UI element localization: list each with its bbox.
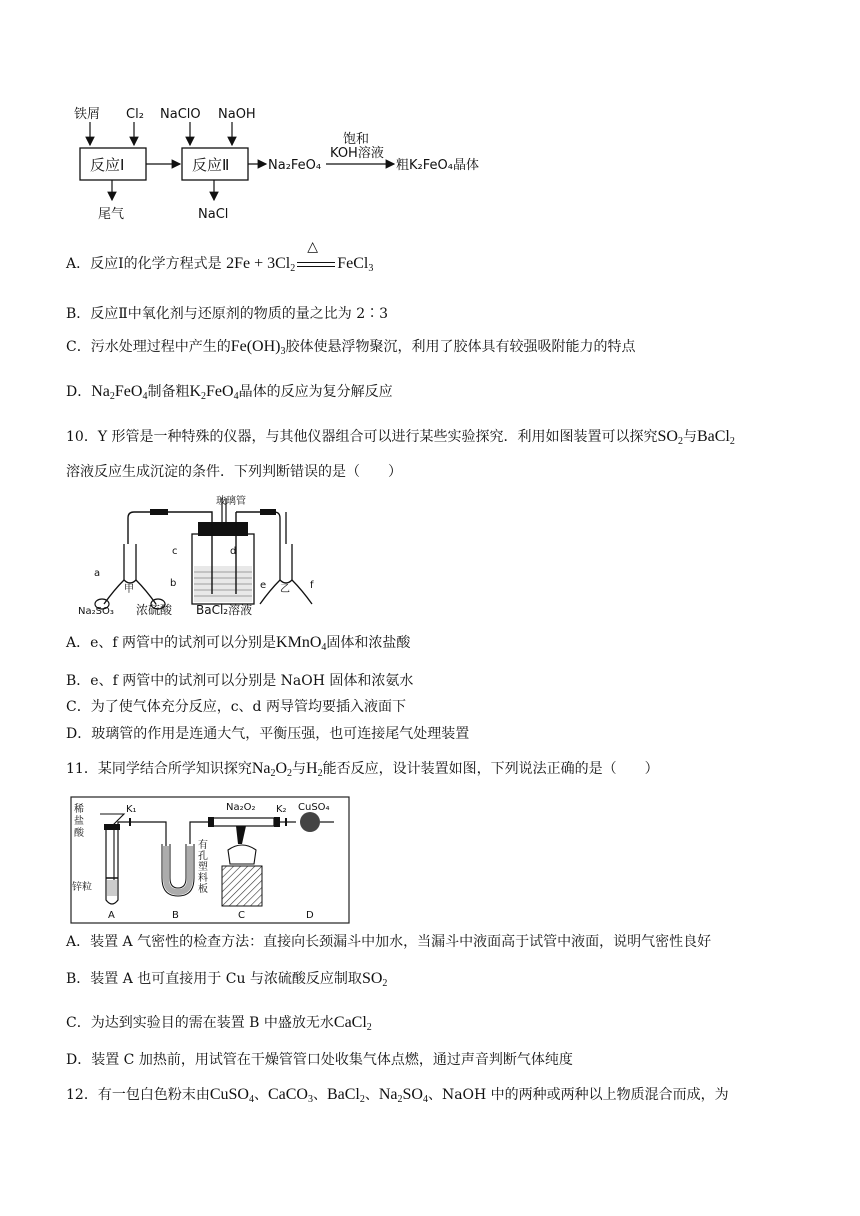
q11-stem-prefix: 11．某同学结合所学知识探究: [66, 761, 252, 777]
q12-f4b: SO: [402, 1086, 423, 1103]
q9-a-right: FeCl: [337, 255, 369, 272]
q12-f1s: 4: [248, 1094, 254, 1105]
fig11-label-b: B: [172, 910, 179, 921]
fig11-plate-3: 塑: [198, 862, 208, 873]
q10-option-b: B．e、f 两管中的试剂可以分别是 NaOH 固体和浓氨水: [66, 673, 414, 689]
q11-b-formula: [362, 970, 387, 987]
q12-prefix: 12．有一包白色粉末由: [66, 1087, 210, 1103]
cl2-label: Cl₂: [126, 107, 144, 122]
q12-f3: BaCl: [326, 1086, 360, 1103]
fig11-plate-2: 孔: [198, 851, 208, 862]
q11-f2: H: [306, 760, 318, 777]
q9-d-f1b: FeO: [114, 383, 143, 400]
q10-bacl2-sub: 2: [729, 436, 735, 447]
q9-c-formula: [231, 338, 286, 355]
q9-d-f2b: FeO: [206, 383, 234, 400]
q11-f1: Na: [251, 760, 271, 777]
q9-a-heat: △: [307, 239, 319, 255]
nacl-label: NaCl: [198, 207, 229, 222]
q12-sep2: 、: [312, 1087, 327, 1103]
tail-gas-label: 尾气: [98, 207, 125, 222]
q10-stem-line2: 溶液反应生成沉淀的条件．下列判断错误的是（ ）: [66, 464, 402, 480]
q11-b-f: SO: [361, 970, 383, 987]
fig11-zinc: 锌粒: [72, 882, 92, 893]
naoh-label: NaOH: [218, 107, 256, 122]
q9-option-c: [66, 337, 635, 357]
q12-f1: CuSO: [209, 1086, 249, 1103]
q9-option-a: [66, 239, 374, 274]
q10-a-suffix: 固体和浓盐酸: [326, 635, 411, 651]
q10-a-f: KMnO: [276, 634, 322, 651]
reaction1-label: 反应Ⅰ: [90, 156, 125, 174]
q9-d-f1s2: 4: [142, 391, 148, 402]
q9-d-f2s1: 2: [201, 391, 207, 402]
fig11-label-c: C: [238, 910, 245, 921]
koh-label-2: KOH溶液: [330, 146, 384, 161]
q12-f4s2: 4: [422, 1094, 428, 1105]
naclo-label: NaClO: [160, 107, 201, 122]
q11-h2: [306, 760, 323, 777]
koh-label-1: 饱和: [343, 132, 370, 147]
q12-f4: Na: [378, 1086, 398, 1103]
fig10-c: c: [172, 546, 178, 557]
reaction2-label: 反应Ⅱ: [192, 156, 230, 174]
q12-bacl2: [327, 1086, 365, 1103]
q9-c-prefix: C．污水处理过程中产生的: [66, 339, 231, 355]
fig10-glass-tube: 玻璃管: [216, 496, 246, 507]
q9-a-formula-right: [337, 255, 373, 272]
q12-f2: CaCO: [267, 1086, 308, 1103]
fig11-k1: K₁: [126, 804, 137, 815]
fig10-e: e: [260, 580, 267, 591]
q10-stem-line1: [66, 427, 735, 447]
fig10-yi: 乙: [280, 584, 290, 595]
q12-suffix: 、NaOH 中的两种或两种以上物质混合而成，为: [427, 1087, 729, 1103]
q9-d-suffix: 晶体的反应为复分解反应: [238, 384, 393, 400]
fig11-label-d: D: [306, 910, 314, 921]
fig11-dilute-hcl-2: 盐: [74, 816, 84, 827]
q10-bacl2-f: BaCl: [696, 428, 730, 445]
q11-option-d: D．装置 C 加热前，用试管在干燥管管口处收集气体点燃，通过声音判断气体纯度: [66, 1052, 573, 1068]
q9-a-heat-sign: [295, 239, 337, 274]
q9-c-f: Fe(OH): [230, 338, 281, 355]
product-label: 粗K₂FeO₄晶体: [396, 158, 479, 173]
q10-so2-f: SO: [657, 428, 678, 445]
fig11-dilute-hcl-1: 稀: [74, 804, 84, 815]
q11-f1s1: 2: [270, 768, 276, 779]
q11-b-prefix: B．装置 A 也可直接用于 Cu 与浓硫酸反应制取: [66, 971, 362, 987]
q11-option-a: A．装置 A 气密性的检查方法：直接向长颈漏斗中加水，当漏斗中液面高于试管中液面，说明气密性良好: [66, 934, 712, 950]
q11-f1b: O: [275, 760, 288, 777]
q11-c-fs: 2: [366, 1022, 372, 1033]
q9-a-left: 2Fe + 3Cl: [226, 255, 291, 272]
q9-a-formula-left: [226, 255, 295, 272]
q11-b-fs: 2: [382, 978, 388, 989]
fig11-dilute-hcl-3: 酸: [74, 828, 84, 839]
q11-c-formula: [334, 1014, 372, 1031]
q11-f1s2: 2: [287, 768, 293, 779]
q11-option-c: [66, 1013, 372, 1033]
q9-c-suffix: 胶体使悬浮物聚沉，利用了胶体具有较强吸附能力的特点: [285, 339, 636, 355]
q12-caco3: [268, 1086, 313, 1103]
fig11-cuso4: CuSO₄: [298, 802, 330, 813]
q9-a-sub1: 2: [290, 263, 296, 274]
q12-sep1: 、: [253, 1087, 268, 1103]
q10-a-prefix: A．e、f 两管中的试剂可以分别是: [66, 635, 277, 651]
q10-a-formula: [276, 634, 326, 651]
fig10-bacl2-solution: BaCl₂溶液: [196, 603, 253, 617]
q12-f3s: 2: [359, 1094, 365, 1105]
q9-d-f2s2: 4: [233, 391, 239, 402]
q12-sep3: 、: [364, 1087, 379, 1103]
fig11-na2o2: Na₂O₂: [226, 802, 256, 813]
q10-so2-sub: 2: [677, 436, 683, 447]
q11-stem: [66, 759, 659, 779]
q9-d-f1: Na: [91, 383, 110, 400]
q10-option-a: [66, 633, 410, 653]
q11-f2s: 2: [317, 768, 323, 779]
q10-so2: [658, 428, 683, 445]
fig11-plate-1: 有: [198, 840, 208, 851]
q9-option-b: B．反应Ⅱ中氧化剂与还原剂的物质的量之比为 2∶3: [66, 306, 389, 322]
q12-cuso4: [210, 1086, 254, 1103]
fig10-a: a: [94, 568, 101, 579]
q12-f2s: 3: [307, 1094, 313, 1105]
q11-na2o2: [252, 760, 292, 777]
q9-c-sub: 3: [280, 346, 286, 357]
fig11-k2: K₂: [276, 804, 287, 815]
q10-option-c: C．为了使气体充分反应，c、d 两导管均要插入液面下: [66, 699, 406, 715]
flow-chart: [60, 100, 520, 225]
q10-option-d: D．玻璃管的作用是连通大气，平衡压强，也可连接尾气处理装置: [66, 726, 470, 742]
fig10-conc-h2so4: 浓硫酸: [136, 603, 173, 617]
fig10-d: d: [230, 546, 237, 557]
q11-with: 与: [292, 761, 307, 777]
q11-c-prefix: C．为达到实验目的需在装置 B 中盛放无水: [66, 1015, 334, 1031]
q9-a-sub2: 3: [368, 263, 374, 274]
q9-d-formula2: [189, 383, 238, 400]
iron-label: 铁屑: [74, 107, 101, 122]
q10-bacl2: [697, 428, 735, 445]
q9-d-prefix: D．: [66, 384, 92, 400]
fig10-na2so3: Na₂SO₃: [78, 606, 114, 617]
q11-stem-suffix: 能否反应，设计装置如图，下列说法正确的是（ ）: [322, 761, 659, 777]
fig11-plate-4: 料: [198, 873, 208, 884]
q11-c-f: CaCl: [333, 1014, 367, 1031]
fig11-label-a: A: [108, 910, 115, 921]
q12-na2so4: [379, 1086, 428, 1103]
fig10-jia: 甲: [124, 584, 134, 595]
q10-apparatus-figure: [74, 494, 334, 618]
q9-a-prefix: A．反应Ⅰ的化学方程式是: [66, 256, 227, 272]
fig10-b: b: [170, 578, 177, 589]
q10-stem-prefix: 10．Y 形管是一种特殊的仪器，与其他仪器组合可以进行某些实验探究．利用如图装置可以探究: [66, 429, 658, 445]
fig11-plate-5: 板: [198, 884, 208, 895]
q9-d-f1s1: 2: [109, 391, 115, 402]
q10-with: 与: [682, 429, 697, 445]
q9-d-f2: K: [189, 383, 202, 400]
q12-stem: [66, 1085, 729, 1105]
q9-d-mid: 制备粗: [147, 384, 190, 400]
q9-option-d: [66, 382, 393, 402]
q11-option-b: [66, 969, 387, 989]
fig10-f: f: [310, 580, 314, 591]
na2feo4-label: Na₂FeO₄: [268, 158, 322, 173]
q9-d-formula1: [91, 383, 147, 400]
q10-a-fs: 4: [321, 642, 327, 653]
q11-apparatus-figure: [70, 796, 350, 924]
q12-f4s1: 2: [397, 1094, 403, 1105]
